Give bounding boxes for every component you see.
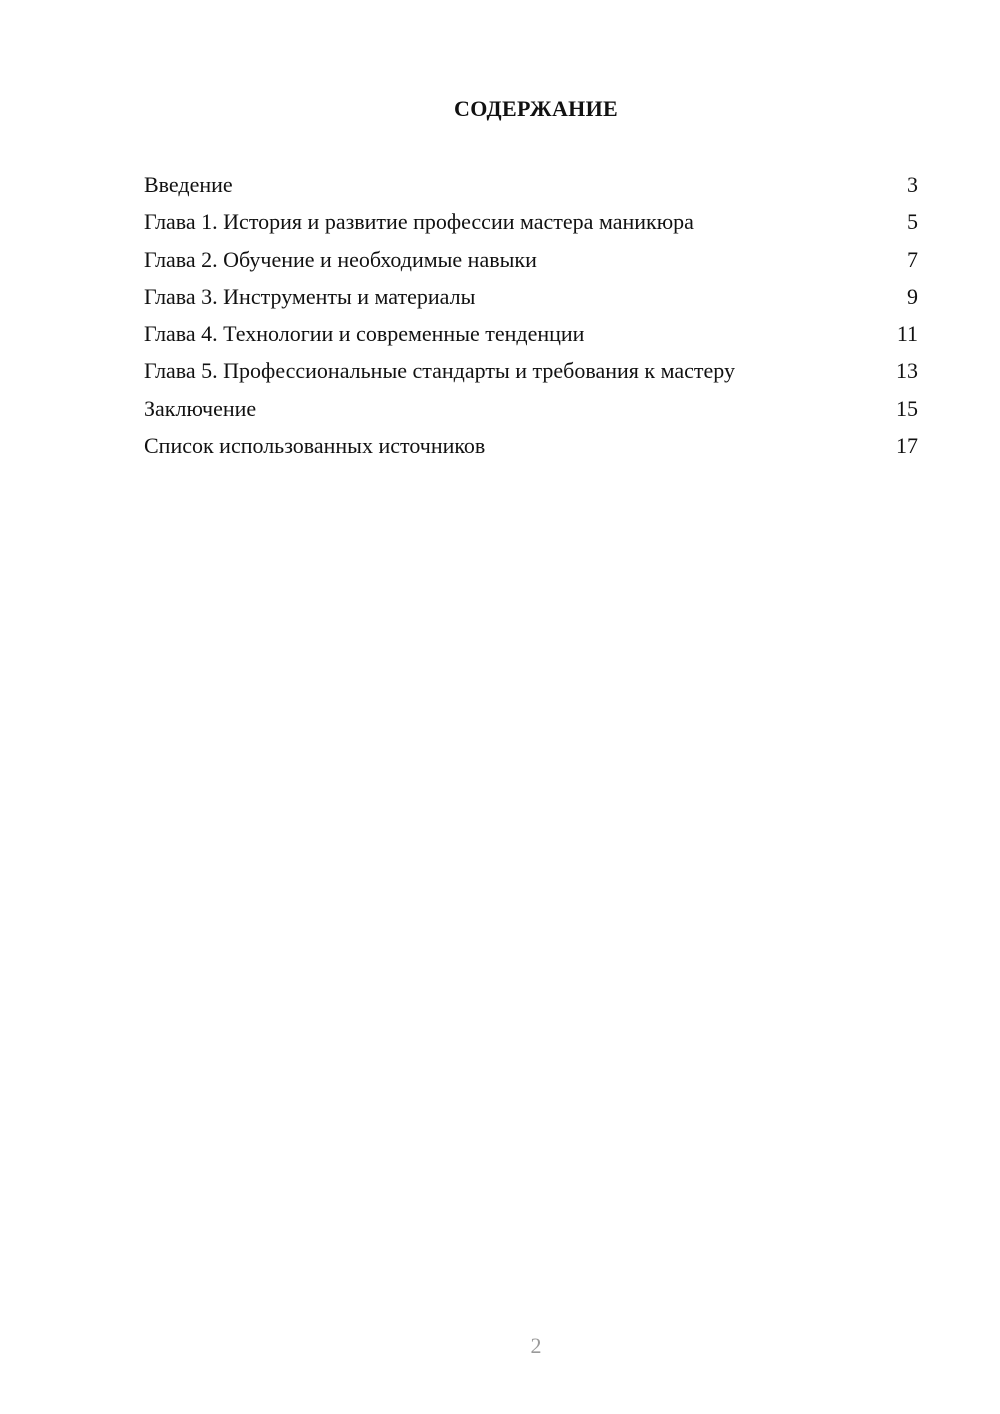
page-number: 2 — [530, 1333, 542, 1358]
toc-entry-page: 9 — [907, 283, 918, 309]
toc-entry-chapter-2 — [144, 245, 918, 282]
toc-title: СОДЕРЖАНИЕ — [454, 96, 618, 121]
toc-entry-chapter-1 — [144, 207, 918, 244]
toc-entry-chapter-3 — [144, 282, 918, 319]
table-of-contents — [144, 170, 918, 468]
toc-entry-page: 3 — [907, 172, 918, 197]
toc-entry-label: Введение — [144, 172, 233, 197]
toc-entry-label: Глава 5. Профессиональные стандарты и требования к мастеру — [144, 358, 735, 384]
toc-entry-label: Список использованных источников — [144, 433, 486, 459]
toc-entry-label: Глава 2. Обучение и необходимые навыки — [144, 246, 537, 272]
toc-entry-label: Заключение — [144, 395, 257, 421]
toc-entry-chapter-4 — [144, 319, 918, 356]
toc-entry-page: 15 — [896, 395, 918, 421]
toc-entry-page: 13 — [896, 358, 918, 384]
toc-entry-conclusion — [144, 394, 918, 431]
toc-entry-page: 5 — [907, 209, 918, 235]
toc-entry-chapter-5 — [144, 356, 918, 393]
toc-entry-page: 11 — [896, 321, 918, 347]
toc-entry-label: Глава 3. Инструменты и материалы — [144, 283, 476, 309]
toc-entry-label: Глава 1. История и развитие профессии мастера маникюра — [144, 209, 694, 235]
toc-entry-page: 17 — [896, 433, 918, 459]
toc-entry-references — [144, 431, 918, 468]
toc-entry-label: Глава 4. Технологии и современные тенденции — [144, 321, 585, 347]
toc-entry-page: 7 — [907, 246, 918, 272]
toc-entry-introduction — [144, 170, 918, 207]
